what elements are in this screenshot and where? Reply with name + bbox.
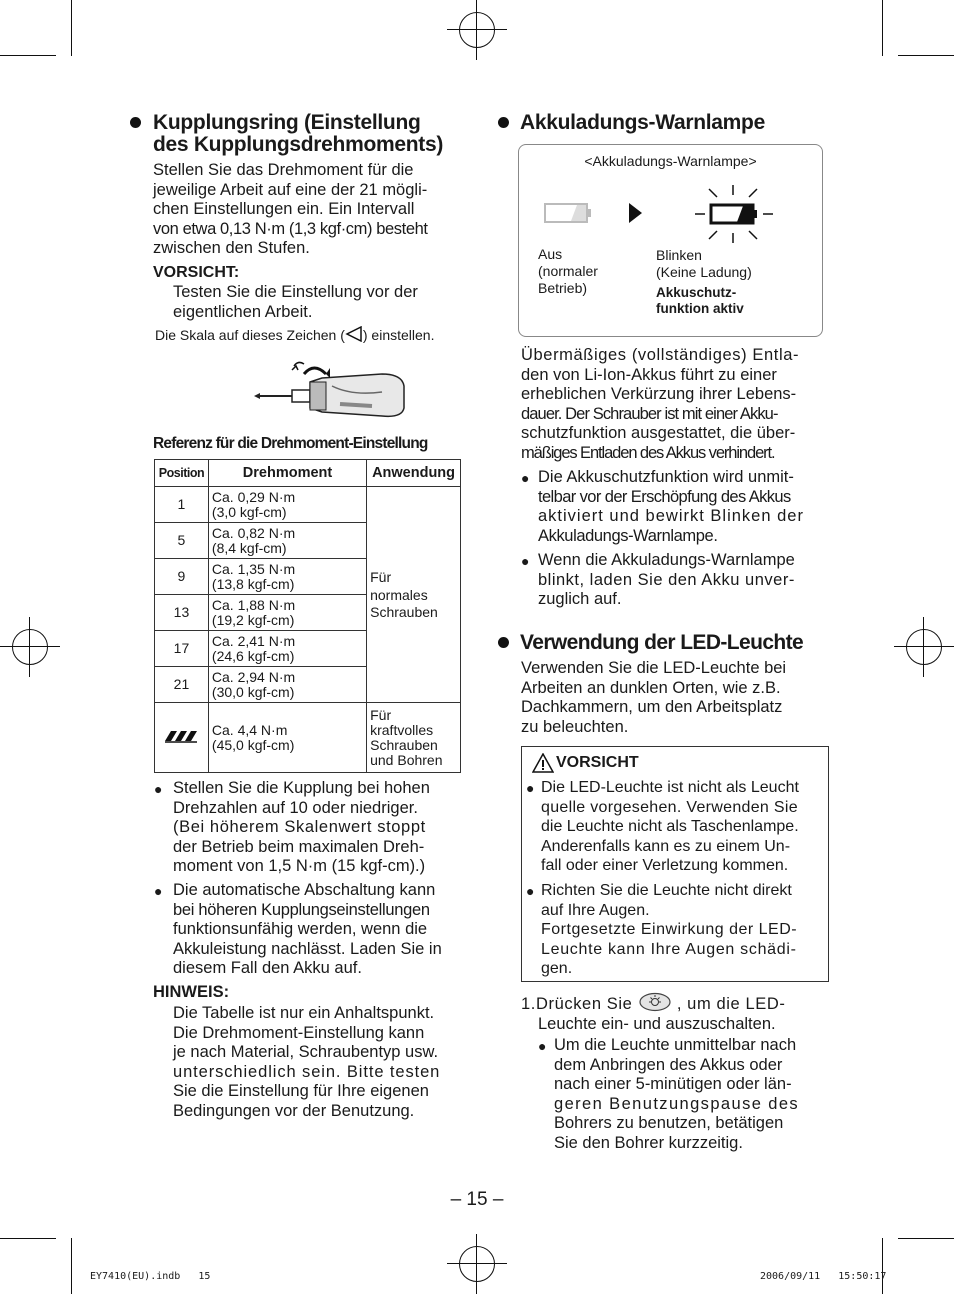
caution-text: Testen Sie die Einstellung vor der eigentlichen Arbeit.: [173, 283, 418, 321]
battery-blinking-icon: [693, 183, 777, 245]
cell-torque: Ca. 2,94 N·m (30,0 kgf-cm): [208, 667, 366, 703]
table-row-drill: [155, 703, 461, 773]
arrow-right-icon: [627, 202, 643, 224]
led-heading: Verwendung der LED-Leuchte: [520, 631, 804, 654]
cell-torque: Ca. 1,88 N·m (19,2 kgf-cm): [208, 595, 366, 631]
screwdriver-illustration: [252, 352, 408, 422]
cell-position: 1: [155, 487, 209, 523]
cell-position: 13: [155, 595, 209, 631]
warning-icon: [532, 753, 554, 773]
blink-label: Blinken (Keine Ladung): [656, 247, 752, 280]
step-1-bullet: Um die Leuchte unmittelbar nach dem Anbringen des Akkus oder nach einer 5-minütigen oder län- geren Benutzungspause des Bohrers zu benutzen, betätigen Sie den Bohrer kurzzeitig.: [554, 1036, 800, 1152]
cell-position: 21: [155, 667, 209, 703]
diagram-caption: <Akkuladungs-Warnlampe>: [584, 153, 757, 169]
bullet-dot: ●: [154, 781, 163, 797]
bullet-dot: ●: [526, 883, 535, 899]
note-label: HINWEIS:: [153, 983, 230, 1001]
cell-torque: Ca. 0,29 N·m (3,0 kgf-cm): [208, 487, 366, 523]
battery-warning-diagram: [518, 144, 823, 337]
footer-file: EY7410(EU).indb 15: [90, 1271, 211, 1282]
col-torque: Drehmoment: [208, 460, 366, 487]
caution-item-1: Die LED-Leuchte ist nicht als Leucht quelle vorgesehen. Verwenden Sie die Leuchte nicht als Taschenlampe. Anderenfalls kann es zu einem Un- fall oder einer Verletzung kommen.: [541, 779, 799, 874]
cell-use-normal: Für normales Schrauben: [367, 487, 461, 703]
off-label: Aus (normaler Betrieb): [538, 246, 598, 296]
cell-torque: Ca. 2,41 N·m (24,6 kgf-cm): [208, 631, 366, 667]
col-use: Anwendung: [367, 460, 461, 487]
col-position: Position: [155, 460, 209, 487]
drill-mode-icon: [163, 727, 199, 745]
page-number: – 15 –: [450, 1189, 504, 1210]
section-bullet: [498, 637, 509, 648]
torque-table: [154, 459, 461, 773]
battery-bullet-1: Die Akkuschutzfunktion wird unmit- telbar vor der Erschöpfung des Akkus aktiviert und bewirkt Blinken der Akkuladungs-Warnlampe.: [538, 468, 804, 545]
section-bullet: [498, 117, 509, 128]
footer-date: 2006/09/11 15:50:17: [760, 1271, 887, 1282]
caution-item-2: Richten Sie die Leuchte nicht direkt auf Ihre Augen. Fortgesetzte Einwirkung der LED- Leuchte kann Ihre Augen schädi- gen.: [541, 882, 798, 977]
cell-torque: Ca. 1,35 N·m (13,8 kgf-cm): [208, 559, 366, 595]
cell-torque: Ca. 4,4 N·m (45,0 kgf-cm): [208, 703, 366, 773]
battery-paragraph: Übermäßiges (vollständiges) Entla- den von Li-Ion-Akkus führt zu einer erheblichen Verkürzung ihrer Lebens- dauer. Der Schrauber ist mit einer Akku- schutzfunktion ausgestattet, die über- mäßiges Entladen des Akkus verhindert.: [521, 346, 800, 462]
bullet-dot: ●: [521, 553, 530, 569]
cell-position: 17: [155, 631, 209, 667]
cell-torque: Ca. 0,82 N·m (8,4 kgf-cm): [208, 523, 366, 559]
cell-position-drill: [155, 703, 209, 773]
bullet-dot: ●: [154, 883, 163, 899]
clutch-intro: Stellen Sie das Drehmoment für die jeweilige Arbeit auf eine der 21 mögli- chen Einstellungen ein. Ein Intervall von etwa 0,13 N·m (1,3 kgf·cm) besteht zwischen den Stufen.: [153, 161, 428, 257]
table-title: Referenz für die Drehmoment-Einstellung: [153, 435, 428, 452]
section-bullet: [130, 117, 141, 128]
led-intro: Verwenden Sie die LED-Leuchte bei Arbeiten an dunklen Orten, wie z.B. Dachkammern, um den Arbeitsplatz zu beleuchten.: [521, 659, 787, 736]
triangle-marker-icon: [345, 326, 363, 342]
caution-label: VORSICHT:: [153, 264, 240, 281]
clutch-heading: Kupplungsring (Einstellung des Kupplungsdrehmoments): [153, 111, 444, 156]
table-row: [155, 487, 461, 523]
scale-note: Die Skala auf dieses Zeichen ( ) einstellen.: [155, 327, 435, 343]
led-caution-box: [521, 746, 829, 982]
led-button-icon[interactable]: [638, 992, 672, 1012]
bullet-dot: ●: [538, 1038, 547, 1054]
cell-use-drill: Für kraftvolles Schrauben und Bohren: [367, 703, 461, 773]
clutch-bullet-1: Stellen Sie die Kupplung bei hohen Drehzahlen auf 10 oder niedriger. (Bei höherem Skalenwert stoppt der Betrieb beim maximalen Dreh- moment von 1,5 N·m (15 kgf-cm).): [173, 779, 430, 875]
battery-bullet-2: Wenn die Akkuladungs-Warnlampe blinkt, laden Sie den Akku unver- zuglich auf.: [538, 551, 795, 608]
battery-heading: Akkuladungs-Warnlampe: [520, 111, 765, 134]
battery-off-icon: [543, 201, 593, 225]
bullet-dot: ●: [521, 470, 530, 486]
bullet-dot: ●: [526, 780, 535, 796]
cell-position: 9: [155, 559, 209, 595]
caution-title: VORSICHT: [556, 754, 639, 771]
step-1: 1.Drücken Sie , um die LED- Leuchte ein- und auszuschalten.: [521, 992, 828, 1034]
cell-position: 5: [155, 523, 209, 559]
note-text: Die Tabelle ist nur ein Anhaltspunkt. Die Drehmoment-Einstellung kann je nach Material, Schraubentyp usw. unterschiedlich sein. Bitte testen Sie die Einstellung für Ihre eigenen Bedingungen vor der Benutzung.: [173, 1004, 441, 1120]
clutch-bullet-2: Die automatische Abschaltung kann bei höheren Kupplungseinstellungen funktionsunfähig werden, wenn die Akkuleistung nachlässt. Laden Sie in diesem Fall den Akku auf.: [173, 881, 442, 977]
protect-label: Akkuschutz- funktion aktiv: [656, 285, 744, 316]
table-header-row: [155, 460, 461, 487]
